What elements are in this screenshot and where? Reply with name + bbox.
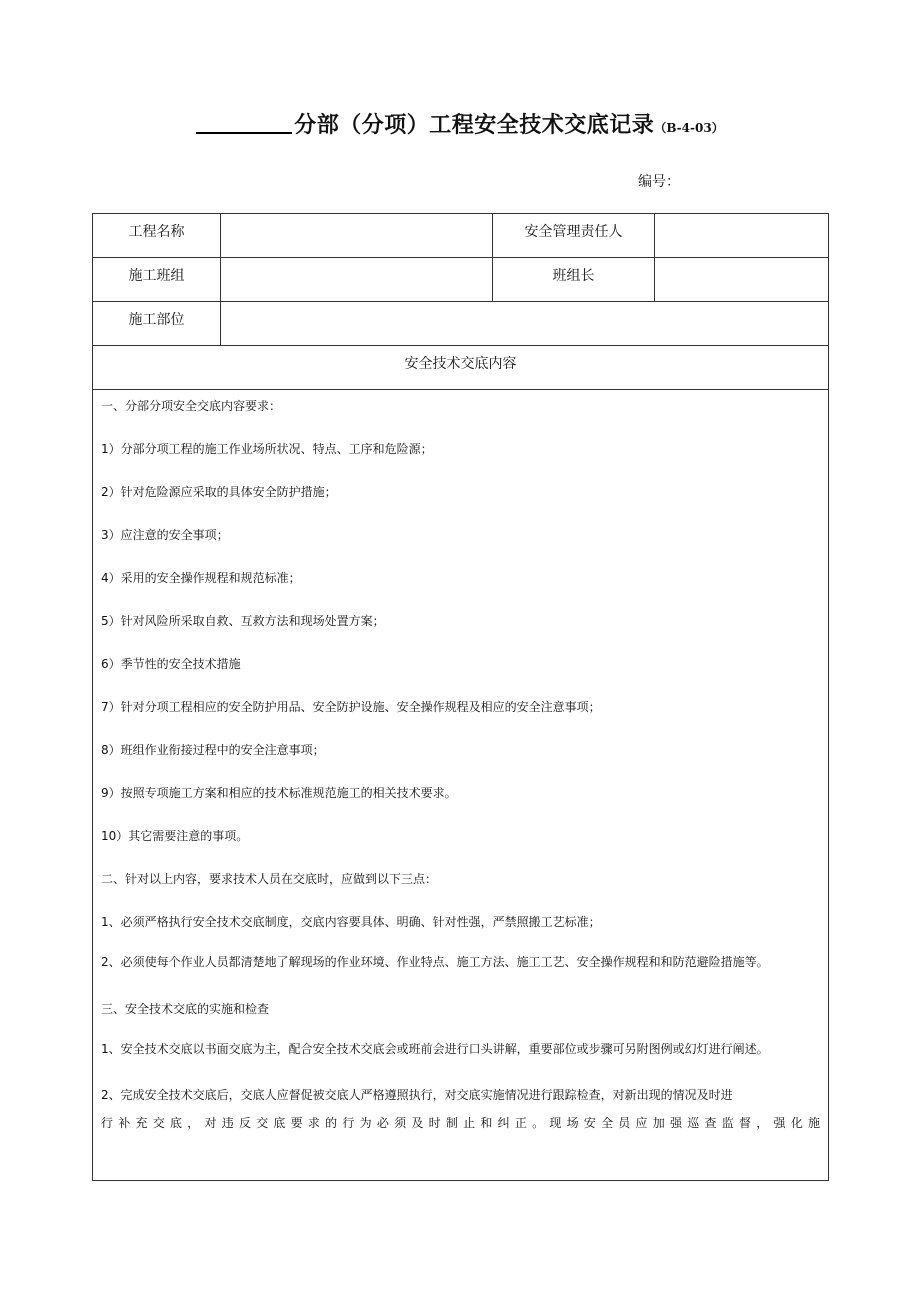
construction-team-label: 施工班组 <box>93 258 221 302</box>
content-line: 7）针对分项工程相应的安全防护用品、安全防护设施、安全操作规程及相应的安全注意事项； <box>101 700 601 714</box>
content-header: 安全技术交底内容 <box>93 346 829 390</box>
safety-manager-field[interactable] <box>655 214 829 258</box>
document-title <box>0 108 920 139</box>
content-line: 6）季节性的安全技术措施 <box>101 657 241 671</box>
title-blank-line <box>196 112 292 134</box>
content-line: 8）班组作业衔接过程中的安全注意事项； <box>101 743 325 757</box>
content-line: 10）其它需要注意的事项。 <box>101 829 249 843</box>
content-paragraph-line: 2、完成安全技术交底后，交底人应督促被交底人严格遵照执行，对交底实施情况进行跟踪检查，对新出现的情况及时进 <box>101 1088 733 1102</box>
safety-briefing-form <box>92 213 829 1181</box>
content-line: 1、必须严格执行安全技术交底制度，交底内容要具体、明确、针对性强，严禁照搬工艺标准； <box>101 915 601 929</box>
content-section-heading: 三、安全技术交底的实施和检查 <box>101 1002 270 1016</box>
content-line: 1）分部分项工程的施工作业场所状况、特点、工序和危险源； <box>101 442 433 456</box>
content-paragraph: 1、安全技术交底以书面交底为主，配合安全技术交底会或班前会进行口头讲解，重要部位或步骤可另附图例或幻灯进行阐述。 <box>101 1042 769 1056</box>
project-name-field[interactable] <box>221 214 493 258</box>
title-main: 分部（分项）工程安全技术交底记录 <box>294 113 655 138</box>
content-line: 4）采用的安全操作规程和规范标准； <box>101 571 301 585</box>
construction-part-label: 施工部位 <box>93 302 221 346</box>
construction-team-field[interactable] <box>221 258 493 302</box>
content-line: 二、针对以上内容，要求技术人员在交底时，应做到以下三点： <box>101 872 438 886</box>
content-paragraph-line: 行补充交底，对违反交底要求的行为必须及时制止和纠正。现场安全员应加强巡查监督，强化施 <box>101 1116 820 1130</box>
content-line: 3）应注意的安全事项； <box>101 528 229 542</box>
team-leader-field[interactable] <box>655 258 829 302</box>
document-number-label: 编号： <box>638 174 680 190</box>
content-line: 2）针对危险源应采取的具体安全防护措施； <box>101 485 337 499</box>
construction-part-field[interactable] <box>221 302 829 346</box>
safety-manager-label: 安全管理责任人 <box>493 214 655 258</box>
team-leader-label: 班组长 <box>493 258 655 302</box>
content-body <box>93 390 829 1181</box>
content-paragraph: 2、必须使每个作业人员都清楚地了解现场的作业环境、作业特点、施工方法、施工工艺、安全操作规程和和防范避险措施等。 <box>101 955 769 969</box>
content-line: 5）针对风险所采取自救、互救方法和现场处置方案； <box>101 614 385 628</box>
content-line: 一、分部分项安全交底内容要求： <box>101 399 282 413</box>
project-name-label: 工程名称 <box>93 214 221 258</box>
title-code: （B-4-03） <box>654 121 724 135</box>
content-line: 9）按照专项施工方案和相应的技术标准规范施工的相关技术要求。 <box>101 786 457 800</box>
